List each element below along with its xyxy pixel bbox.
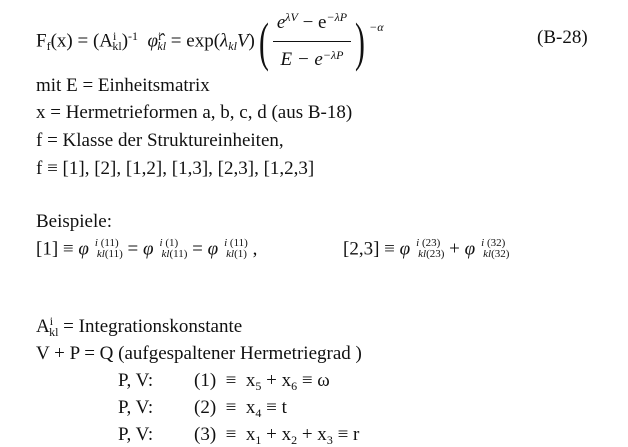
phi-sub: kl [157,39,167,54]
integration-constant-line [36,314,243,340]
row1-equiv: ≡ [225,370,237,391]
lambda-sub: kl [228,39,237,54]
lhs-F: F [36,30,47,52]
pv-row-1 [194,370,330,394]
den-exp: −λP [322,47,344,62]
ex1-phi-3: φ [207,238,219,260]
row3-x: x [245,424,256,445]
pv-row-2 [194,397,287,421]
ex2-idx-1 [410,238,444,260]
ex1-eq-1: = [127,238,139,260]
right-big-paren: ) [355,11,366,72]
row3-rest: ≡ r [332,424,360,445]
row2-x: x [245,397,256,418]
ex1-phi-1: φ [78,238,89,260]
row2-rest: ≡ t [261,397,287,418]
ex1-comma: , [252,238,258,260]
ex1-kl-2: kl [161,248,170,260]
ex1-i-1: i [94,237,98,249]
eq-exp: = exp( [166,30,221,52]
example-2 [343,238,509,260]
A-sub: kl [112,39,122,54]
A-symbol: A [36,316,50,337]
ex2-lhs: [2,3] ≡ [343,238,395,260]
row3-sub-c: 3 [326,433,333,447]
num-exp2: −λP [326,10,348,25]
num-exp1: λV [285,10,298,25]
phi-hat: φ̂ [147,30,159,52]
ex1-b-2: (11) [169,248,188,260]
denominator [273,42,351,75]
ex2-t-1: (23) [421,237,441,249]
ex2-i-2: i [481,237,485,249]
numerator [273,8,351,42]
ex1-eq-2: = [192,238,203,260]
pv-row-3 [194,424,360,447]
row2-equiv: ≡ [225,397,237,418]
row1-x: x [245,370,256,391]
V-var: V [236,30,249,52]
ex2-b-1: (23) [426,248,445,260]
examples-heading: Beispiele: [36,211,112,232]
num-minus: − e [297,12,327,33]
row3-equiv: ≡ [225,424,237,445]
A-text: = Integrationskonstante [58,316,243,337]
pv-label-3: P, V: [118,424,154,445]
row1-rest: ≡ ω [297,370,330,391]
ex1-lhs: [1] ≡ [36,238,74,260]
A-sub-note: kl [49,325,59,340]
pv-label-2: P, V: [118,397,154,418]
inverse-exp: -1 [128,28,139,43]
ex1-t-2: (1) [165,237,179,249]
ex2-idx-2 [475,238,509,260]
ex1-kl-3: kl [226,248,235,260]
row1-plus: + x [261,370,292,391]
row1-sub-a: 5 [255,379,262,394]
row3-sub-a: 1 [255,433,262,447]
row1-sub-b: 6 [291,379,298,394]
equation-b28 [36,8,384,76]
ex1-idx-3 [218,238,248,260]
vpq-line: V + P = Q (aufgespaltener Hermetriegrad ) [36,343,362,364]
def-line-2: x = Hermetrieformen a, b, c, d (aus B-18) [36,102,353,123]
lambda: λ [220,30,229,52]
close-paren: ) [121,30,129,52]
ex2-plus: + [449,238,460,260]
num-e1: e [276,12,286,33]
row3-plus2: + x [297,424,327,445]
ex2-kl-2: kl [483,248,492,260]
den-text: E − e [280,49,323,71]
ex1-i-2: i [159,237,163,249]
close-paren-2: ) [248,30,255,52]
fraction [273,8,351,76]
lhs-sub: f [46,39,51,54]
ex1-b-1: (11) [104,248,123,260]
ex2-phi-2: φ [464,238,476,260]
ex1-idx-1 [89,238,123,260]
phi-sup: i [158,28,162,43]
def-line-1: mit E = Einheitsmatrix [36,75,210,96]
left-big-paren: ( [258,11,269,72]
row1-num: (1) [194,370,217,391]
row2-sub-a: 4 [255,406,262,421]
equation-number: (B-28) [537,27,588,48]
ex2-i-1: i [416,237,420,249]
ex1-b-3: (1) [234,248,247,260]
A-sup: i [113,28,117,43]
row3-num: (3) [194,424,217,445]
ex1-t-3: (11) [229,237,248,249]
ex1-i-3: i [224,237,228,249]
row3-sub-b: 2 [291,433,298,447]
ex2-t-2: (32) [486,237,506,249]
ex1-kl-1: kl [96,248,105,260]
example-1 [36,238,257,260]
ex2-kl-1: kl [418,248,427,260]
pv-label-1: P, V: [118,370,154,391]
A-sup-note: i [49,314,54,329]
lhs-arg: (x) = (A [50,30,113,52]
row3-plus1: + x [261,424,292,445]
ex2-phi-1: φ [399,238,411,260]
ex2-b-2: (32) [491,248,510,260]
def-line-4: f ≡ [1], [2], [1,2], [1,3], [2,3], [1,2,3] [36,158,315,179]
ex1-phi-2: φ [142,238,154,260]
ex1-idx-2 [154,238,188,260]
ex1-t-1: (11) [100,237,119,249]
outer-exp: −α [369,19,384,34]
def-line-3: f = Klasse der Struktureinheiten, [36,130,284,151]
row2-num: (2) [194,397,217,418]
